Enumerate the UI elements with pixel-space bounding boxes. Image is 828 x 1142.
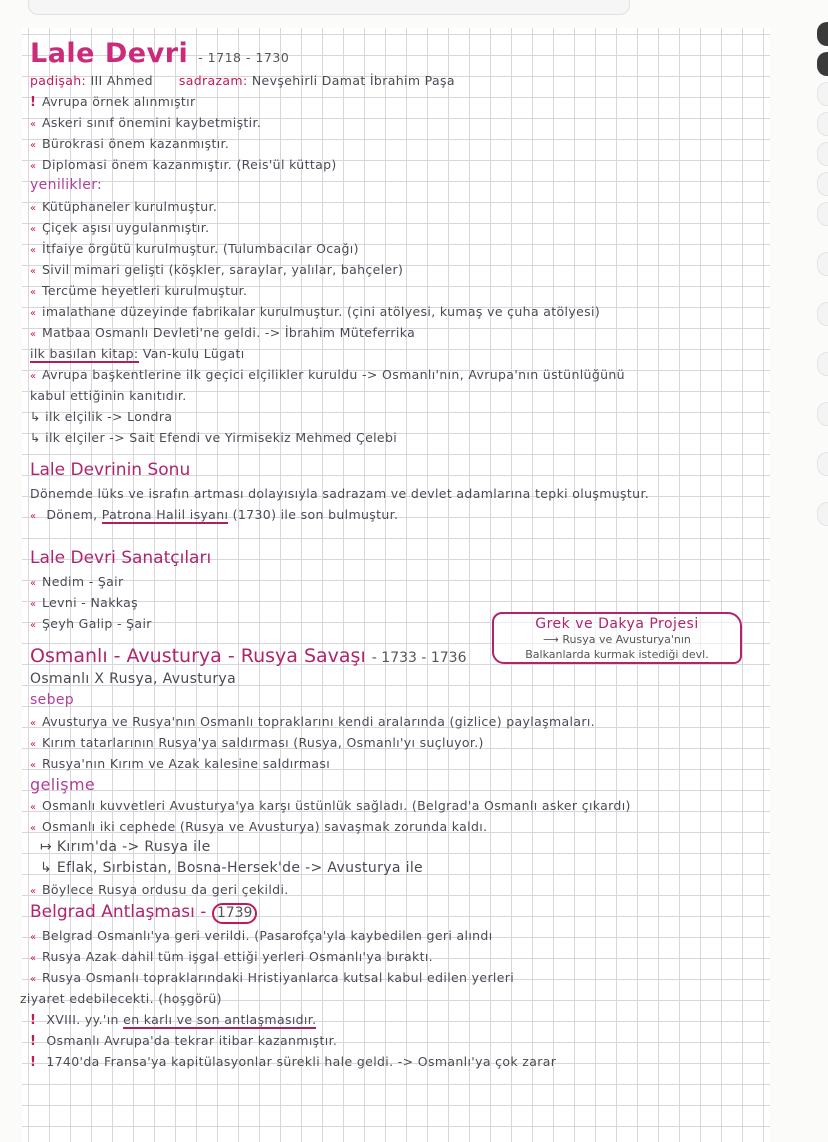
spiral-hole xyxy=(817,302,828,326)
spiral-hole xyxy=(817,352,828,376)
spiral-hole xyxy=(817,172,828,196)
heading-savas: Osmanlı - Avusturya - Rusya Savaşı - 1733 - 1736 xyxy=(30,645,467,667)
list-item: « Osmanlı iki cephede (Rusya ve Avusturya) savaşmak zorunda kaldı. xyxy=(30,816,810,837)
sebep-label: sebep xyxy=(30,692,75,708)
spiral-hole xyxy=(817,252,828,276)
list-item: « Nedim - Şair xyxy=(30,571,810,592)
callout-line: ⟶ Rusya ve Avusturya'nın xyxy=(543,633,691,646)
bullet-icon: « xyxy=(30,119,37,130)
list-item: « Şeyh Galip - Şair xyxy=(30,613,810,634)
list-item: « Rusya Osmanlı topraklarındaki Hristiyanlarca kutsal kabul edilen yerleri xyxy=(30,967,810,988)
spiral-hole xyxy=(817,452,828,476)
spiral-holes xyxy=(814,20,828,540)
section-savas xyxy=(30,644,810,900)
list-item: « Osmanlı kuvvetleri Avusturya'ya karşı üstünlük sağladı. (Belgrad'a Osmanlı asker çıkardı) xyxy=(30,795,810,816)
note-item: ! XVIII. yy.'ın en karlı ve son antlaşmasıdır. xyxy=(30,1009,810,1030)
exclamation-icon: ! xyxy=(30,1034,37,1049)
note-item: ! 1740'da Fransa'ya kapitülasyonlar sürekli hale geldi. -> Osmanlı'ya çok zarar xyxy=(30,1051,810,1072)
gelisme-label: gelişme xyxy=(30,775,96,794)
list-item: « Tercüme heyetleri kurulmuştur. xyxy=(30,280,810,301)
years-savas: - 1733 - 1736 xyxy=(371,650,467,666)
bullet-icon: « xyxy=(30,823,37,834)
list-item: « Bürokrasi önem kazanmıştır. xyxy=(30,133,810,154)
bullet-icon: « xyxy=(30,287,37,298)
spiral-hole xyxy=(817,502,828,526)
exclamation-icon: ! xyxy=(30,95,37,110)
list-item: « Diplomasi önem kazanmıştır. (Reis'ül küttap) xyxy=(30,154,810,175)
en-karli-underlined: en karlı ve son antlaşmasıdır. xyxy=(123,1012,317,1027)
yenilikler-label: yenilikler: xyxy=(30,177,103,193)
list-item: « Kütüphaneler kurulmuştur. xyxy=(30,196,810,217)
heading-lale-devri: Lale Devri - 1718 - 1730 xyxy=(30,38,290,69)
exclamation-icon: ! xyxy=(30,1013,37,1028)
bullet-icon: « xyxy=(30,224,37,235)
spiral-hole xyxy=(817,52,828,76)
bullet-icon: « xyxy=(30,140,37,151)
heading-belgrad: Belgrad Antlaşması - 1739 xyxy=(30,900,810,925)
rulers-line xyxy=(30,70,810,91)
list-item: « Çiçek aşısı uygulanmıştır. xyxy=(30,217,810,238)
list-item: « Sivil mimari gelişti (köşkler, saraylar, yalılar, bahçeler) xyxy=(30,259,810,280)
year-1739-cloud: 1739 xyxy=(212,903,258,924)
list-item: « Matbaa Osmanlı Devleti'ne geldi. -> İbrahim Müteferrika xyxy=(30,322,810,343)
heading-lale-sonu: Lale Devrinin Sonu xyxy=(30,460,191,480)
bullet-icon: « xyxy=(30,329,37,340)
sub-item: ↦ Kırım'da -> Rusya ile xyxy=(40,839,211,855)
list-item-continuation: kabul ettiğinin kanıtıdır. xyxy=(30,388,187,403)
spiral-hole xyxy=(817,402,828,426)
spiral-hole xyxy=(817,22,828,46)
bullet-icon: « xyxy=(30,974,37,985)
bullet-icon: « xyxy=(30,802,37,813)
ilk-kitap-line xyxy=(30,343,810,364)
exclamation-icon: ! xyxy=(30,1055,37,1070)
padisah-label: padişah: xyxy=(30,73,87,88)
bullet-icon: « xyxy=(30,371,37,382)
bullet-icon: « xyxy=(30,203,37,214)
sadrazam-value: Nevşehirli Damat İbrahim Paşa xyxy=(251,73,455,88)
bullet-icon: « xyxy=(30,578,37,589)
callout-line: Balkanlarda kurmak istediği devl. xyxy=(525,648,709,661)
ilk-kitap-value: Van-kulu Lügatı xyxy=(142,346,245,361)
heading-sanatcilar: Lale Devri Sanatçıları xyxy=(30,548,212,568)
bullet-icon: « xyxy=(30,953,37,964)
grek-dakya-callout xyxy=(492,612,742,664)
section-belgrad xyxy=(20,900,810,1072)
list-item: « Böylece Rusya ordusu da geri çekildi. xyxy=(30,879,810,900)
ilk-kitap-label: ilk basılan kitap: xyxy=(30,346,139,361)
bullet-icon: « xyxy=(30,620,37,631)
spiral-hole xyxy=(817,142,828,166)
sub-item: ↳ Eflak, Sırbistan, Bosna-Hersek'de -> Avusturya ile xyxy=(40,860,424,876)
spiral-hole xyxy=(817,202,828,226)
bullet-icon: « xyxy=(30,718,37,729)
sides-line: Osmanlı X Rusya, Avusturya xyxy=(30,671,236,687)
list-item: « İtfaiye örgütü kurulmuştur. (Tulumbacılar Ocağı) xyxy=(30,238,810,259)
sub-item: ↳ ilk elçiler -> Sait Efendi ve Yirmisekiz Mehmed Çelebi xyxy=(30,430,398,445)
bullet-icon: « xyxy=(30,599,37,610)
patrona-halil-underlined: Patrona Halil isyanı xyxy=(101,507,229,522)
bullet-icon: « xyxy=(30,760,37,771)
list-item-continuation: ziyaret edebilecekti. (hoşgörü) xyxy=(20,991,222,1006)
section-lale-sonu xyxy=(30,458,810,525)
spiral-hole xyxy=(817,112,828,136)
list-item: « Belgrad Osmanlı'ya geri verildi. (Pasarofça'yla kaybedilen geri alındı xyxy=(30,925,810,946)
notebook-top-edge xyxy=(28,0,630,15)
bullet-icon: « xyxy=(30,308,37,319)
list-item: « Kırım tatarlarının Rusya'ya saldırması (Rusya, Osmanlı'yı suçluyor.) xyxy=(30,732,810,753)
years-lale-devri: - 1718 - 1730 xyxy=(198,50,290,65)
notes-page xyxy=(20,38,810,1072)
bullet-icon: « xyxy=(30,886,37,897)
padisah-value: III Ahmed xyxy=(90,73,153,88)
sadrazam-label: sadrazam: xyxy=(178,73,248,88)
list-item: « Rusya'nın Kırım ve Azak kalesine saldırması xyxy=(30,753,810,774)
list-item: « Dönem, Patrona Halil isyanı (1730) ile son bulmuştur. xyxy=(30,504,810,525)
sub-item: ↳ ilk elçilik -> Londra xyxy=(30,409,173,424)
bullet-icon: « xyxy=(30,511,37,522)
list-item: « Avusturya ve Rusya'nın Osmanlı topraklarını kendi aralarında (gizlice) paylaşmaları. xyxy=(30,711,810,732)
list-item: « Levni - Nakkaş xyxy=(30,592,810,613)
bullet-icon: « xyxy=(30,266,37,277)
list-item: ! Avrupa örnek alınmıştır xyxy=(30,91,810,112)
section-lale-devri xyxy=(30,38,810,448)
list-item: « Avrupa başkentlerine ilk geçici elçilikler kuruldu -> Osmanlı'nın, Avrupa'nın üstünlüğünü xyxy=(30,364,810,385)
list-item: « Rusya Azak dahil tüm işgal ettiği yerleri Osmanlı'ya bıraktı. xyxy=(30,946,810,967)
bullet-icon: « xyxy=(30,245,37,256)
paragraph-line: Dönemde lüks ve israfın artması dolayısıyla sadrazam ve devlet adamlarına tepki oluşmuştur. xyxy=(30,486,650,501)
note-item: ! Osmanlı Avrupa'da tekrar itibar kazanmıştır. xyxy=(30,1030,810,1051)
bullet-icon: « xyxy=(30,161,37,172)
callout-title: Grek ve Dakya Projesi xyxy=(535,616,699,632)
list-item: « Askeri sınıf önemini kaybetmiştir. xyxy=(30,112,810,133)
list-item: « imalathane düzeyinde fabrikalar kurulmuştur. (çini atölyesi, kumaş ve çuha atölyesi) xyxy=(30,301,810,322)
bullet-icon: « xyxy=(30,932,37,943)
spiral-hole xyxy=(817,82,828,106)
bullet-icon: « xyxy=(30,739,37,750)
